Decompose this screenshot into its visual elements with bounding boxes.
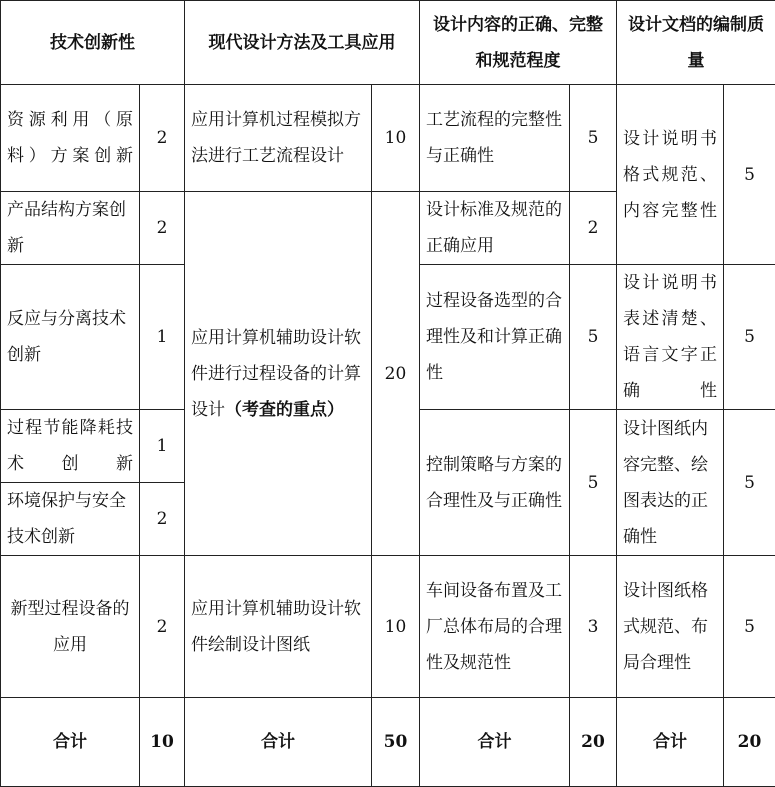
- total-method: 50: [372, 698, 420, 787]
- tech-item-score: 1: [140, 410, 185, 483]
- method-item-text: 应用计算机辅助设计软件进行过程设备的计算设计: [191, 328, 361, 420]
- table-row: [1, 85, 775, 192]
- doc-item-score: 5: [724, 85, 775, 265]
- totals-row: [1, 698, 775, 787]
- total-tech: 10: [140, 698, 185, 787]
- content-item-label: 工艺流程的完整性与正确性: [420, 85, 570, 192]
- tech-item-label: 过程节能降耗技术创新: [1, 410, 140, 483]
- table-row: [1, 556, 775, 698]
- method-item-label: 应用计算机辅助设计软件绘制设计图纸: [185, 556, 372, 698]
- total-doc: 20: [724, 698, 775, 787]
- tech-item-label: 资源利用（原料）方案创新: [1, 85, 140, 192]
- tech-item-label: 新型过程设备的应用: [1, 556, 140, 698]
- tech-item-label: 产品结构方案创新: [1, 192, 140, 265]
- doc-item-label: 设计图纸格式规范、布局合理性: [617, 556, 724, 698]
- doc-item-score: 5: [724, 556, 775, 698]
- header-row: [1, 1, 775, 85]
- tech-item-score: 2: [140, 85, 185, 192]
- doc-item-label: 设计图纸内容完整、绘图表达的正确性: [617, 410, 724, 556]
- total-label: 合计: [617, 698, 724, 787]
- total-label: 合计: [185, 698, 372, 787]
- doc-item-label: 设计说明书格式规范、内容完整性: [617, 85, 724, 265]
- content-item-score: 5: [570, 265, 617, 410]
- header-doc: 设计文档的编制质量: [617, 1, 775, 85]
- tech-item-label: 反应与分离技术创新: [1, 265, 140, 410]
- total-content: 20: [570, 698, 617, 787]
- total-label: 合计: [420, 698, 570, 787]
- header-method: 现代设计方法及工具应用: [185, 1, 420, 85]
- content-item-label: 过程设备选型的合理性及和计算正确性: [420, 265, 570, 410]
- doc-item-score: 5: [724, 410, 775, 556]
- header-content: 设计内容的正确、完整和规范程度: [420, 1, 617, 85]
- content-item-score: 3: [570, 556, 617, 698]
- tech-item-score: 2: [140, 483, 185, 556]
- method-item-label: 应用计算机过程模拟方法进行工艺流程设计: [185, 85, 372, 192]
- method-item-score: 10: [372, 556, 420, 698]
- total-label: 合计: [1, 698, 140, 787]
- content-item-score: 5: [570, 410, 617, 556]
- content-item-score: 2: [570, 192, 617, 265]
- method-item-label: [185, 192, 372, 556]
- content-item-label: 控制策略与方案的合理性及与正确性: [420, 410, 570, 556]
- content-item-label: 设计标准及规范的正确应用: [420, 192, 570, 265]
- doc-item-label: 设计说明书表述清楚、语言文字正确性: [617, 265, 724, 410]
- method-item-emphasis: （考查的重点）: [225, 400, 344, 420]
- tech-item-score: 1: [140, 265, 185, 410]
- header-tech: 技术创新性: [1, 1, 185, 85]
- tech-item-score: 2: [140, 192, 185, 265]
- method-item-score: 20: [372, 192, 420, 556]
- tech-item-label: 环境保护与安全技术创新: [1, 483, 140, 556]
- doc-item-score: 5: [724, 265, 775, 410]
- method-item-score: 10: [372, 85, 420, 192]
- tech-item-score: 2: [140, 556, 185, 698]
- content-item-label: 车间设备布置及工厂总体布局的合理性及规范性: [420, 556, 570, 698]
- content-item-score: 5: [570, 85, 617, 192]
